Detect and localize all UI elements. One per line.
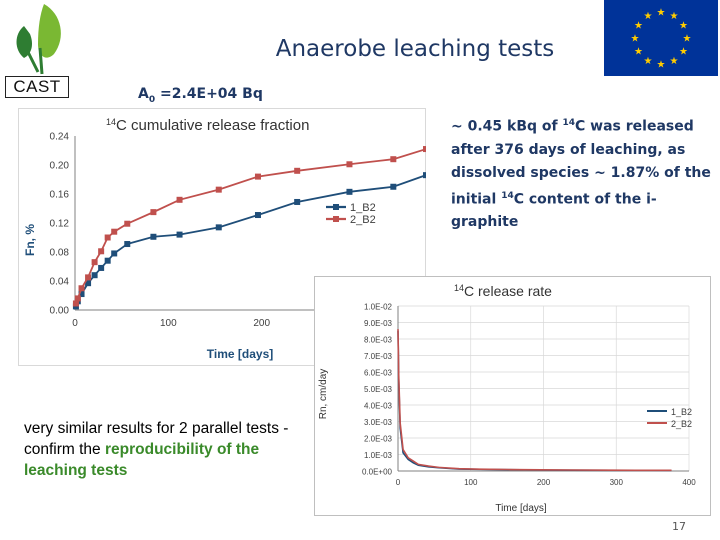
chart2-xlabel: Time [days] bbox=[495, 503, 547, 514]
y-tick-label: 6.0E-03 bbox=[363, 368, 392, 378]
chart2-title-sup: 14 bbox=[454, 283, 465, 293]
chart1-title bbox=[106, 117, 309, 134]
chart2-title-text: C release rate bbox=[464, 283, 552, 299]
x-tick-label: 400 bbox=[682, 478, 696, 487]
release-note bbox=[451, 112, 713, 234]
release-rate-chart bbox=[314, 276, 711, 516]
data-point-2_B2 bbox=[75, 295, 81, 301]
data-point-2_B2 bbox=[390, 156, 396, 162]
chart2-frame bbox=[315, 277, 711, 516]
data-point-1_B2 bbox=[216, 224, 222, 230]
data-point-1_B2 bbox=[294, 199, 300, 205]
page-number: 17 bbox=[672, 520, 686, 533]
eu-star-icon: ★ bbox=[630, 33, 640, 45]
conclusion-text bbox=[24, 418, 314, 481]
legend-label: 1_B2 bbox=[671, 407, 693, 417]
eu-star-icon: ★ bbox=[682, 33, 692, 45]
x-tick-label: 200 bbox=[536, 478, 551, 487]
note-sup-2: 14 bbox=[501, 190, 514, 201]
data-point-2_B2 bbox=[111, 229, 117, 235]
y-tick-label: 2.0E-03 bbox=[363, 434, 392, 444]
y-tick-label: 0.08 bbox=[49, 247, 69, 259]
slide-title: Anaerobe leaching tests bbox=[275, 36, 555, 62]
y-tick-label: 0.24 bbox=[49, 131, 69, 143]
eu-star-icon: ★ bbox=[669, 10, 679, 22]
data-point-1_B2 bbox=[177, 232, 183, 238]
activity-label bbox=[138, 86, 263, 105]
y-tick-label: 1.0E-03 bbox=[363, 451, 392, 460]
eu-star-icon: ★ bbox=[669, 56, 679, 68]
data-point-2_B2 bbox=[346, 161, 352, 167]
chart2-title bbox=[454, 283, 552, 299]
data-point-1_B2 bbox=[390, 184, 396, 190]
y-tick-label: 0.16 bbox=[49, 189, 69, 201]
x-tick-label: 0 bbox=[395, 478, 401, 487]
note-part-3: C content of the i-graphite bbox=[451, 191, 657, 231]
chart1-xlabel: Time [days] bbox=[206, 347, 274, 361]
activity-sub: 0 bbox=[148, 94, 156, 105]
eu-flag-icon bbox=[604, 0, 718, 76]
data-point-2_B2 bbox=[294, 168, 300, 174]
y-tick-label: 3.0E-03 bbox=[363, 418, 392, 427]
data-point-1_B2 bbox=[150, 234, 156, 240]
eu-star-icon: ★ bbox=[656, 7, 666, 19]
note-sup-1: 14 bbox=[562, 118, 576, 128]
data-point-2_B2 bbox=[98, 248, 104, 254]
data-point-1_B2 bbox=[423, 172, 426, 178]
data-point-2_B2 bbox=[105, 235, 111, 241]
data-point-1_B2 bbox=[346, 189, 352, 195]
eu-star-icon: ★ bbox=[679, 46, 689, 58]
data-point-2_B2 bbox=[423, 146, 426, 152]
note-part-1: ~ 0.45 kBq of bbox=[451, 118, 563, 135]
data-point-2_B2 bbox=[216, 187, 222, 193]
conclusion-plain: very similar results for 2 parallel tests - confirm the bbox=[24, 420, 289, 458]
y-tick-label: 8.0E-03 bbox=[363, 335, 392, 345]
x-tick-label: 0 bbox=[72, 318, 78, 329]
data-point-1_B2 bbox=[124, 241, 130, 247]
eu-star-icon: ★ bbox=[643, 10, 653, 22]
y-tick-label: 0.20 bbox=[49, 160, 69, 172]
data-point-2_B2 bbox=[255, 174, 261, 180]
note-part-2: C was released after 376 days of leaching, as dissolved species ~ 1.87% of the initial bbox=[451, 118, 711, 208]
data-point-1_B2 bbox=[255, 212, 261, 218]
data-point-2_B2 bbox=[124, 221, 130, 227]
eu-star-icon: ★ bbox=[633, 46, 643, 58]
y-tick-label: 9.0E-03 bbox=[363, 319, 392, 328]
eu-star-icon: ★ bbox=[656, 59, 666, 71]
activity-value: =2.4E+04 Bq bbox=[155, 86, 263, 102]
y-tick-label: 1.0E-02 bbox=[363, 302, 392, 312]
logo-label: CAST bbox=[5, 76, 69, 98]
data-point-2_B2 bbox=[79, 285, 85, 291]
conclusion-highlight: reproducibility of the leaching tests bbox=[24, 441, 260, 479]
legend-label: 2_B2 bbox=[350, 214, 376, 226]
x-tick-label: 100 bbox=[160, 318, 177, 329]
x-tick-label: 300 bbox=[609, 478, 623, 487]
eu-star-icon: ★ bbox=[633, 20, 643, 32]
data-point-1_B2 bbox=[98, 265, 104, 271]
y-tick-label: 0.0E+00 bbox=[361, 467, 392, 477]
legend-marker bbox=[333, 216, 339, 222]
y-tick-label: 0.04 bbox=[49, 276, 69, 288]
data-point-1_B2 bbox=[92, 272, 98, 278]
y-tick-label: 5.0E-03 bbox=[363, 385, 392, 394]
x-tick-label: 100 bbox=[464, 478, 478, 487]
data-point-1_B2 bbox=[105, 258, 111, 264]
eu-star-icon: ★ bbox=[679, 20, 689, 32]
y-tick-label: 0.12 bbox=[49, 218, 69, 230]
data-point-2_B2 bbox=[150, 209, 156, 215]
data-point-2_B2 bbox=[177, 197, 183, 203]
y-tick-label: 0.00 bbox=[49, 305, 69, 317]
y-tick-label: 4.0E-03 bbox=[363, 401, 392, 411]
data-point-1_B2 bbox=[111, 250, 117, 256]
chart1-title-text: C cumulative release fraction bbox=[116, 117, 310, 134]
x-tick-label: 200 bbox=[253, 318, 271, 329]
chart1-title-sup: 14 bbox=[106, 117, 117, 127]
activity-prefix: A bbox=[138, 86, 149, 102]
chart1-ylabel: Fn, % bbox=[23, 224, 37, 256]
legend-label: 1_B2 bbox=[350, 202, 376, 214]
chart2-ylabel: Rn, cm/day bbox=[318, 368, 329, 420]
y-tick-label: 7.0E-03 bbox=[363, 352, 392, 361]
data-point-2_B2 bbox=[85, 274, 91, 280]
legend-label: 2_B2 bbox=[671, 419, 693, 429]
data-point-2_B2 bbox=[92, 259, 98, 265]
legend-marker bbox=[333, 204, 339, 210]
eu-star-icon: ★ bbox=[643, 56, 653, 68]
